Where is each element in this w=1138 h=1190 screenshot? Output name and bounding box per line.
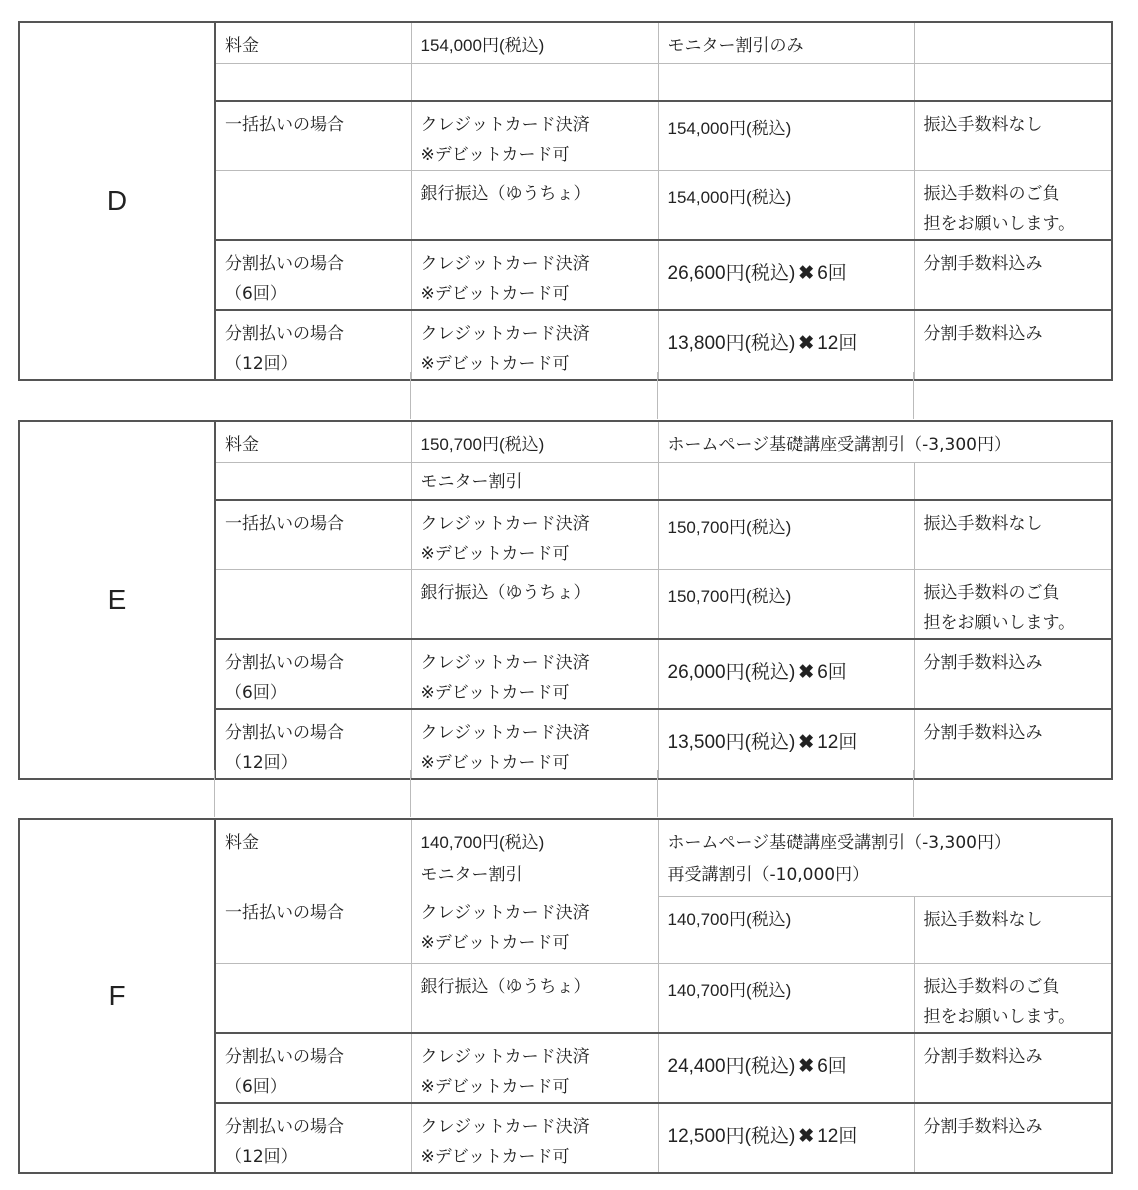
times-icon: ✖: [798, 263, 815, 284]
inst12-price: [658, 709, 914, 779]
fee-value: 140,700円(税込): [411, 819, 658, 858]
inst12-label: [215, 709, 411, 779]
empty-cell: [215, 171, 411, 241]
inst-note: 分割手数料込み: [914, 1103, 1112, 1173]
bank-note-line: 担をお願いします。: [923, 214, 1076, 234]
inst-label-text: 分割払いの場合: [225, 1116, 344, 1137]
inst12-price: [658, 310, 914, 380]
card-method: [411, 500, 658, 570]
lump-card-price: 154,000円(税込): [658, 101, 914, 171]
times-count: 12回: [817, 1125, 858, 1147]
empty-cell: [215, 963, 411, 1033]
card-method: [411, 709, 658, 779]
bank-note: [914, 963, 1112, 1033]
card-method: [411, 1103, 658, 1173]
card-method: [411, 101, 658, 171]
debit-text: ※デビットカード可: [420, 683, 570, 703]
empty-cell: [215, 858, 411, 896]
inst12-label: [215, 1103, 411, 1173]
inst-count: （12回）: [225, 1146, 298, 1167]
plan-d-table: [18, 21, 1113, 381]
card-text: クレジットカード決済: [420, 653, 590, 673]
times-count: 12回: [817, 333, 858, 354]
bank-price: 150,700円(税込): [658, 570, 914, 640]
discount-text: ホームページ基礎講座受講割引（-3,300円）: [658, 421, 1112, 462]
lump-label: 一括払いの場合: [215, 896, 411, 963]
times-icon: ✖: [798, 333, 815, 354]
inst-count: （12回）: [225, 354, 298, 374]
bank-method: 銀行振込（ゆうちょ）: [411, 570, 658, 640]
card-method: [411, 1033, 658, 1103]
plan-e-block: [18, 420, 1111, 780]
debit-text: ※デビットカード可: [420, 1076, 570, 1097]
inst-label-text: 分割払いの場合: [225, 324, 344, 344]
inst6-price: [658, 240, 914, 310]
card-text: クレジットカード決済: [420, 903, 590, 923]
bank-note-line: 担をお願いします。: [923, 613, 1076, 633]
plan-label: E: [19, 421, 215, 779]
inst-count: （6回）: [225, 683, 287, 703]
discount-text: モニター割引のみ: [658, 22, 914, 63]
plan-d-block: [18, 21, 1111, 381]
empty-cell: [411, 63, 658, 101]
price-text: 13,500円(税込): [667, 732, 796, 753]
card-text: クレジットカード決済: [420, 115, 590, 135]
discount-text: モニター割引: [411, 462, 658, 500]
inst-label-text: 分割払いの場合: [225, 723, 344, 743]
inst6-label: [215, 639, 411, 709]
lump-label: 一括払いの場合: [215, 500, 411, 570]
bank-method: 銀行振込（ゆうちょ）: [411, 963, 658, 1033]
fee-label: 料金: [215, 819, 411, 858]
inst6-price: [658, 639, 914, 709]
card-text: クレジットカード決済: [420, 1046, 590, 1067]
bank-note: [914, 570, 1112, 640]
empty-cell: [658, 63, 914, 101]
times-icon: ✖: [798, 662, 815, 683]
card-text: クレジットカード決済: [420, 254, 590, 274]
fee-label: 料金: [215, 22, 411, 63]
lump-card-price: 140,700円(税込): [658, 896, 914, 963]
inst-count: （6回）: [225, 1076, 287, 1097]
bank-price: 140,700円(税込): [658, 963, 914, 1033]
inst-note: 分割手数料込み: [914, 310, 1112, 380]
debit-text: ※デビットカード可: [420, 1146, 570, 1167]
empty-cell: [215, 462, 411, 500]
bank-note: [914, 171, 1112, 241]
bank-note-line: 振込手数料のご負: [923, 184, 1060, 204]
inst-note: 分割手数料込み: [914, 240, 1112, 310]
lump-label: 一括払いの場合: [215, 101, 411, 171]
discount-text: モニター割引: [411, 858, 658, 896]
times-count: 6回: [817, 1055, 847, 1077]
debit-text: ※デビットカード可: [420, 145, 570, 165]
empty-cell: [914, 462, 1112, 500]
lump-card-note: 振込手数料なし: [914, 500, 1112, 570]
plan-label: D: [19, 22, 215, 380]
bank-price: 154,000円(税込): [658, 171, 914, 241]
plan-f-block: [18, 818, 1111, 1174]
price-text: 13,800円(税込): [667, 333, 796, 354]
card-method: [411, 240, 658, 310]
plan-e-table: [18, 420, 1113, 780]
inst6-label: [215, 240, 411, 310]
card-method: [411, 310, 658, 380]
lump-card-price: 150,700円(税込): [658, 500, 914, 570]
price-text: 26,600円(税込): [667, 263, 796, 284]
discount-text: ホームページ基礎講座受講割引（-3,300円）: [658, 819, 1112, 858]
inst12-price: [658, 1103, 914, 1173]
plan-f-table: [18, 818, 1113, 1174]
card-method: [411, 639, 658, 709]
spacer-row: [18, 372, 1111, 419]
spacer-row: [18, 770, 1111, 817]
card-text: クレジットカード決済: [420, 514, 590, 534]
fee-label: 料金: [215, 421, 411, 462]
fee-value: 150,700円(税込): [411, 421, 658, 462]
bank-note-line: 振込手数料のご負: [923, 976, 1060, 997]
inst-count: （12回）: [225, 753, 298, 773]
card-text: クレジットカード決済: [420, 723, 590, 743]
debit-text: ※デビットカード可: [420, 544, 570, 564]
price-text: 24,400円(税込): [667, 1055, 796, 1077]
price-text: 12,500円(税込): [667, 1125, 796, 1147]
inst12-label: [215, 310, 411, 380]
debit-text: ※デビットカード可: [420, 284, 570, 304]
empty-cell: [215, 63, 411, 101]
debit-text: ※デビットカード可: [420, 753, 570, 773]
inst-label-text: 分割払いの場合: [225, 653, 344, 673]
times-icon: ✖: [798, 732, 815, 753]
times-icon: ✖: [798, 1055, 815, 1077]
inst-label-text: 分割払いの場合: [225, 254, 344, 274]
plan-label: F: [19, 819, 215, 1173]
empty-cell: [914, 22, 1112, 63]
inst-note: 分割手数料込み: [914, 639, 1112, 709]
empty-cell: [914, 63, 1112, 101]
lump-card-note: 振込手数料なし: [914, 101, 1112, 171]
card-method: [411, 896, 658, 963]
price-text: 26,000円(税込): [667, 662, 796, 683]
inst6-price: [658, 1033, 914, 1103]
times-icon: ✖: [798, 1125, 815, 1147]
bank-method: 銀行振込（ゆうちょ）: [411, 171, 658, 241]
empty-cell: [215, 570, 411, 640]
inst6-label: [215, 1033, 411, 1103]
inst-label-text: 分割払いの場合: [225, 1046, 344, 1067]
card-text: クレジットカード決済: [420, 1116, 590, 1137]
card-text: クレジットカード決済: [420, 324, 590, 344]
lump-card-note: 振込手数料なし: [914, 896, 1112, 963]
discount-text: 再受講割引（-10,000円）: [658, 858, 1112, 896]
inst-count: （6回）: [225, 284, 287, 304]
times-count: 6回: [817, 263, 847, 284]
times-count: 12回: [817, 732, 858, 753]
fee-value: 154,000円(税込): [411, 22, 658, 63]
times-count: 6回: [817, 662, 847, 683]
inst-note: 分割手数料込み: [914, 709, 1112, 779]
bank-note-line: 振込手数料のご負: [923, 583, 1060, 603]
bank-note-line: 担をお願いします。: [923, 1006, 1076, 1027]
debit-text: ※デビットカード可: [420, 933, 570, 953]
empty-cell: [658, 462, 914, 500]
inst-note: 分割手数料込み: [914, 1033, 1112, 1103]
debit-text: ※デビットカード可: [420, 354, 570, 374]
